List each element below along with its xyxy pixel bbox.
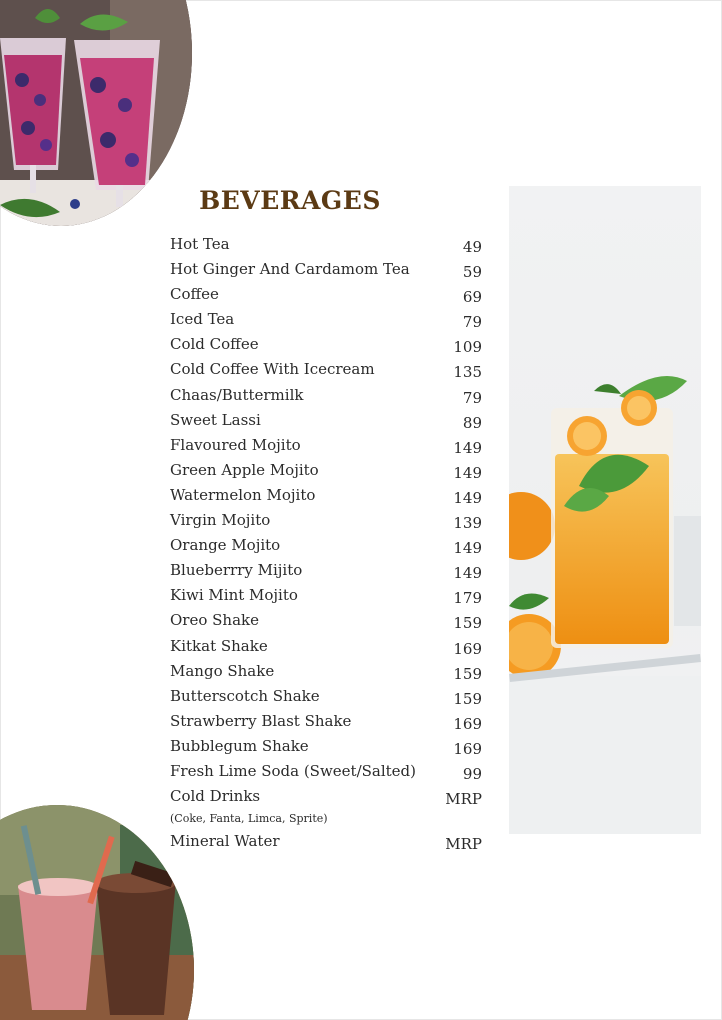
item-price: 89 bbox=[462, 413, 482, 432]
item-name: Orange Mojito bbox=[170, 536, 281, 555]
item-price: 69 bbox=[462, 288, 482, 307]
item-price: 99 bbox=[462, 764, 482, 783]
menu-item bbox=[170, 734, 482, 759]
item-name: Green Apple Mojito bbox=[170, 460, 319, 479]
orange-mojito-photo bbox=[509, 186, 701, 834]
item-price: 149 bbox=[453, 539, 482, 558]
menu-item bbox=[170, 533, 482, 558]
item-name: Flavoured Mojito bbox=[170, 435, 301, 454]
menu-item bbox=[170, 458, 482, 483]
item-name: Sweet Lassi bbox=[170, 410, 261, 429]
menu-item bbox=[170, 332, 482, 357]
menu-item bbox=[170, 608, 482, 633]
item-name: Kiwi Mint Mojito bbox=[170, 586, 298, 605]
menu-item bbox=[170, 307, 482, 332]
menu-item bbox=[170, 357, 482, 382]
menu-item bbox=[170, 709, 482, 734]
section-title: BEVERAGES bbox=[199, 186, 381, 215]
item-name: Coffee bbox=[170, 285, 219, 304]
item-price: 179 bbox=[453, 589, 482, 608]
menu-item bbox=[170, 433, 482, 458]
item-price: 169 bbox=[453, 639, 482, 658]
item-name: Iced Tea bbox=[170, 310, 235, 329]
item-name: Chaas/Buttermilk bbox=[170, 385, 304, 404]
item-price: 109 bbox=[453, 338, 482, 357]
item-name: Blueberrry Mijito bbox=[170, 561, 303, 580]
item-price: 59 bbox=[462, 263, 482, 282]
item-name: Kitkat Shake bbox=[170, 636, 268, 655]
item-name: Mango Shake bbox=[170, 661, 275, 680]
item-price: 135 bbox=[453, 363, 482, 382]
menu-item bbox=[170, 558, 482, 583]
menu-item bbox=[170, 684, 482, 709]
item-price: 149 bbox=[453, 463, 482, 482]
item-price: MRP bbox=[445, 835, 482, 854]
item-name: Hot Ginger And Cardamom Tea bbox=[170, 260, 410, 279]
milkshakes-photo bbox=[0, 805, 194, 1020]
item-price: 169 bbox=[453, 714, 482, 733]
item-name: Cold Coffee bbox=[170, 335, 259, 354]
item-price: 169 bbox=[453, 739, 482, 758]
menu-item bbox=[170, 659, 482, 684]
item-price: 149 bbox=[453, 564, 482, 583]
menu-item bbox=[170, 282, 482, 307]
item-name: Strawberry Blast Shake bbox=[170, 711, 352, 730]
item-name: Bubblegum Shake bbox=[170, 736, 309, 755]
menu-item bbox=[170, 508, 482, 533]
menu-item bbox=[170, 784, 482, 809]
item-price: MRP bbox=[445, 790, 482, 809]
item-price: 149 bbox=[453, 438, 482, 457]
menu-item bbox=[170, 483, 482, 508]
item-price: 79 bbox=[462, 388, 482, 407]
beverage-menu-list bbox=[170, 232, 482, 854]
menu-item bbox=[170, 759, 482, 784]
menu-item bbox=[170, 829, 482, 854]
berry-drinks-photo bbox=[0, 0, 192, 226]
item-price: 149 bbox=[453, 488, 482, 507]
cold-drinks-note: (Coke, Fanta, Limca, Sprite) bbox=[170, 812, 328, 826]
item-name: Virgin Mojito bbox=[170, 511, 271, 530]
menu-item bbox=[170, 257, 482, 282]
item-name: Oreo Shake bbox=[170, 611, 259, 630]
item-price: 159 bbox=[453, 689, 482, 708]
item-name: Cold Drinks bbox=[170, 787, 261, 806]
menu-item bbox=[170, 634, 482, 659]
menu-item bbox=[170, 383, 482, 408]
item-name: Watermelon Mojito bbox=[170, 485, 316, 504]
item-price: 159 bbox=[453, 614, 482, 633]
item-name: Hot Tea bbox=[170, 235, 230, 253]
item-name: Fresh Lime Soda (Sweet/Salted) bbox=[170, 761, 417, 780]
item-price: 139 bbox=[453, 514, 482, 533]
item-price: 79 bbox=[462, 313, 482, 332]
menu-item bbox=[170, 408, 482, 433]
item-name: Butterscotch Shake bbox=[170, 686, 320, 705]
item-price: 159 bbox=[453, 664, 482, 683]
item-name: Mineral Water bbox=[170, 832, 280, 851]
item-price: 49 bbox=[462, 238, 482, 256]
menu-item bbox=[170, 232, 482, 257]
item-name: Cold Coffee With Icecream bbox=[170, 360, 375, 379]
menu-item bbox=[170, 583, 482, 608]
